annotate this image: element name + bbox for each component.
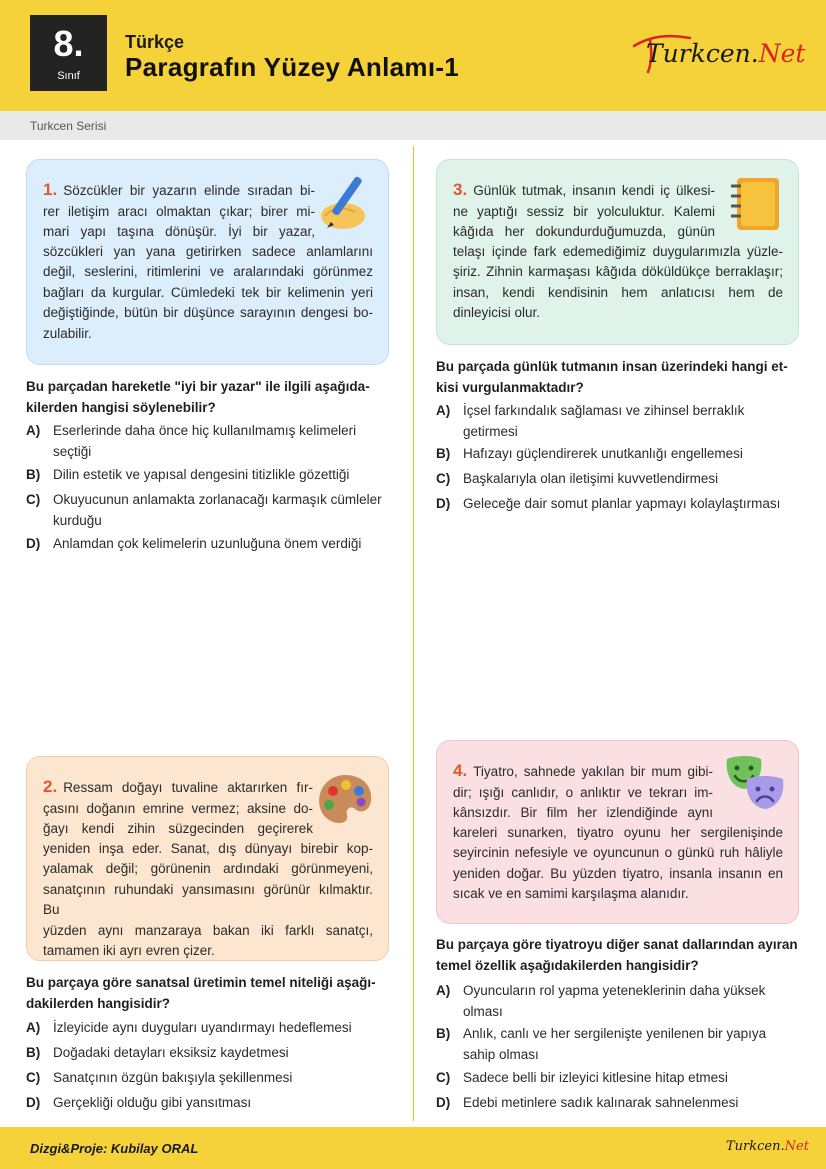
option-c[interactable]: C) Okuyucunun anlamakta zorlanacağı karmaşık cümleler kurduğu: [26, 492, 382, 528]
logo-main-text: Turkcen.: [646, 39, 759, 68]
option-a[interactable]: A) İzleyicide aynı duyguları uyandırmayı hedeflemesi: [26, 1020, 352, 1035]
page-header: [0, 0, 826, 111]
question-stem-3: Bu parçada günlük tutmanın insan üzerindeki hangi et- kisi vurgulanmaktadır?: [436, 359, 788, 395]
question-number: 2.: [43, 777, 58, 796]
question-stem-1: Bu parçadan hareketle "iyi bir yazar" ile ilgili aşağıda- kilerden hangisi söylenebilir?: [26, 379, 370, 415]
option-a[interactable]: A) İçsel farkındalık sağlaması ve zihinsel berraklık getirmesi: [436, 403, 745, 439]
grade-label: Sınıf: [57, 70, 80, 82]
option-b[interactable]: B) Doğadaki detayları eksiksiz kaydetmesi: [26, 1045, 289, 1060]
option-b[interactable]: B) Hafızayı güçlendirerek unutkanlığı engellemesi: [436, 446, 743, 461]
passage-box-1: 1. Sözcükler bir yazarın elinde sıradan bi- rer iletişim aracı olmaktan çıkar; birer mi- mari yapı taşına dönüşür. İyi bir yazar, sözcükleri yan yana getirirken sadece anlamlarını değil, seslerini, ritimlerini ve aralarındaki görünmez bağları da kurgular. Cümledeki tek bir kelimenin yeri değiştiğinde, bütün bir düşünce sarayının dengesi bo- zulabilir.: [26, 159, 389, 365]
passage-text-1: 1. Sözcükler bir yazarın elinde sıradan bi- rer iletişim aracı olmaktan çıkar; birer mi- mari yapı taşına dönüşür. İyi bir yazar,: [43, 180, 315, 239]
option-d[interactable]: D) Anlamdan çok kelimelerin uzunluğuna önem verdiği: [26, 536, 362, 551]
page-title: Paragrafın Yüzey Anlamı-1: [125, 52, 460, 82]
page-footer: [0, 1127, 826, 1169]
grade-badge: [30, 15, 107, 91]
option-c[interactable]: C) Sanatçının özgün bakışıyla şekillenmesi: [26, 1070, 293, 1085]
footer-logo: Turkcen.Net: [726, 1139, 809, 1154]
passage-text-2: 2. Ressam doğayı tuvaline aktarırken fır- çasını doğanın emrine vermez; aksine do- ğayı kendi zihin süzgecinden geçirerek: [43, 777, 313, 836]
option-c[interactable]: C) Başkalarıyla olan iletişimi kuvvetlendirmesi: [436, 471, 719, 486]
column-divider: [413, 146, 414, 1121]
option-d[interactable]: D) Geleceğe dair somut planlar yapmayı kolaylaştırması: [436, 496, 781, 511]
option-d[interactable]: D) Edebi metinlere sadık kalınarak sahnelenmesi: [436, 1095, 739, 1110]
theater-masks-icon: [723, 753, 787, 817]
option-b[interactable]: B) Anlık, canlı ve her sergilenişte yenilenen bir yapıya sahip olması: [436, 1026, 767, 1062]
option-c[interactable]: C) Sadece belli bir izleyici kitlesine hitap etmesi: [436, 1070, 728, 1085]
passage-box-3: 3. Günlük tutmak, insanın kendi iç ülkesi- ne yaptığı sessiz bir yolculuktur. Kalemi kâğıda her dokundurduğumuzda, günün telaşı içinde fark edemediğimiz duygularımızla yüzle- şiriz. Zihnin karmaşası kâğıda döküldükçe berraklaşır; insan, kendi kendisinin hem anlatıcısı hem de dinleyicisi olur.: [436, 159, 799, 345]
series-bar: [0, 111, 826, 140]
question-number: 4.: [453, 761, 468, 780]
question-stem-2: Bu parçaya göre sanatsal üretimin temel niteliği aşağı- dakilerden hangisidir?: [26, 975, 376, 1011]
question-number: 3.: [453, 180, 468, 199]
passage-box-2: 2. Ressam doğayı tuvaline aktarırken fır- çasını doğanın emrine vermez; aksine do- ğayı kendi zihin süzgecinden geçirerek yeniden inşa eder. Sanat, dış dünyayı birebir kop- yalamak değil; görünenin ardındaki görünmeyeni, sanatçının ruhundaki yansımasını görünür kılmaktır. Bu yüzden aynı manzaraya bakan iki farklı sanatçı, tamamen iki ayrı evren çizer.: [26, 756, 389, 961]
passage-text-3: 3. Günlük tutmak, insanın kendi iç ülkesi- ne yaptığı sessiz bir yolculuktur. Kalemi kâğıda her dokundurduğumuzda, günün: [453, 180, 715, 239]
grade-number: 8.: [53, 23, 84, 64]
question-number: 1.: [43, 180, 58, 199]
notebook-icon: [727, 174, 783, 234]
brand-logo: [630, 28, 805, 78]
passage-box-4: 4. Tiyatro, sahnede yakılan bir mum gibi- dir; ışığı canlıdır, o anlıktır ve tekrarı im- kânsızdır. Bir film her izlendiğinde aynı kareleri sunarken, tiyatro oyunu her sergilenişinde seyircinin nefesiyle ve oyuncunun o günkü ruh hâliyle yeniden doğar. Bu yüzden tiyatro, insanla insanın en sıcak ve en samimi karşılaşma alanıdır.: [436, 740, 799, 924]
option-a[interactable]: A) Eserlerinde daha önce hiç kullanılmamış kelimeleri seçtiği: [26, 423, 357, 459]
writing-hand-icon: [317, 172, 375, 232]
question-stem-4: Bu parçaya göre tiyatroyu diğer sanat dallarından ayıran temel özellik aşağıdakilerden hangisidir?: [436, 937, 798, 973]
option-a[interactable]: A) Oyuncuların rol yapma yeteneklerinin daha yüksek olması: [436, 983, 766, 1019]
subject-name: Türkçe: [125, 32, 185, 52]
logo-accent-text: Net: [758, 39, 806, 68]
artist-palette-icon: [315, 771, 375, 827]
series-label: Turkcen Serisi: [30, 119, 107, 133]
passage-text-4: 4. Tiyatro, sahnede yakılan bir mum gibi- dir; ışığı canlıdır, o anlıktır ve tekrarı im- kânsızdır. Bir film her izlendiğinde aynı: [453, 761, 713, 820]
option-b[interactable]: B) Dilin estetik ve yapısal dengesini titizlikle gözettiği: [26, 467, 350, 482]
credit-text: Dizgi&Proje: Kubilay ORAL: [30, 1141, 199, 1156]
option-d[interactable]: D) Gerçekliği olduğu gibi yansıtması: [26, 1095, 252, 1110]
